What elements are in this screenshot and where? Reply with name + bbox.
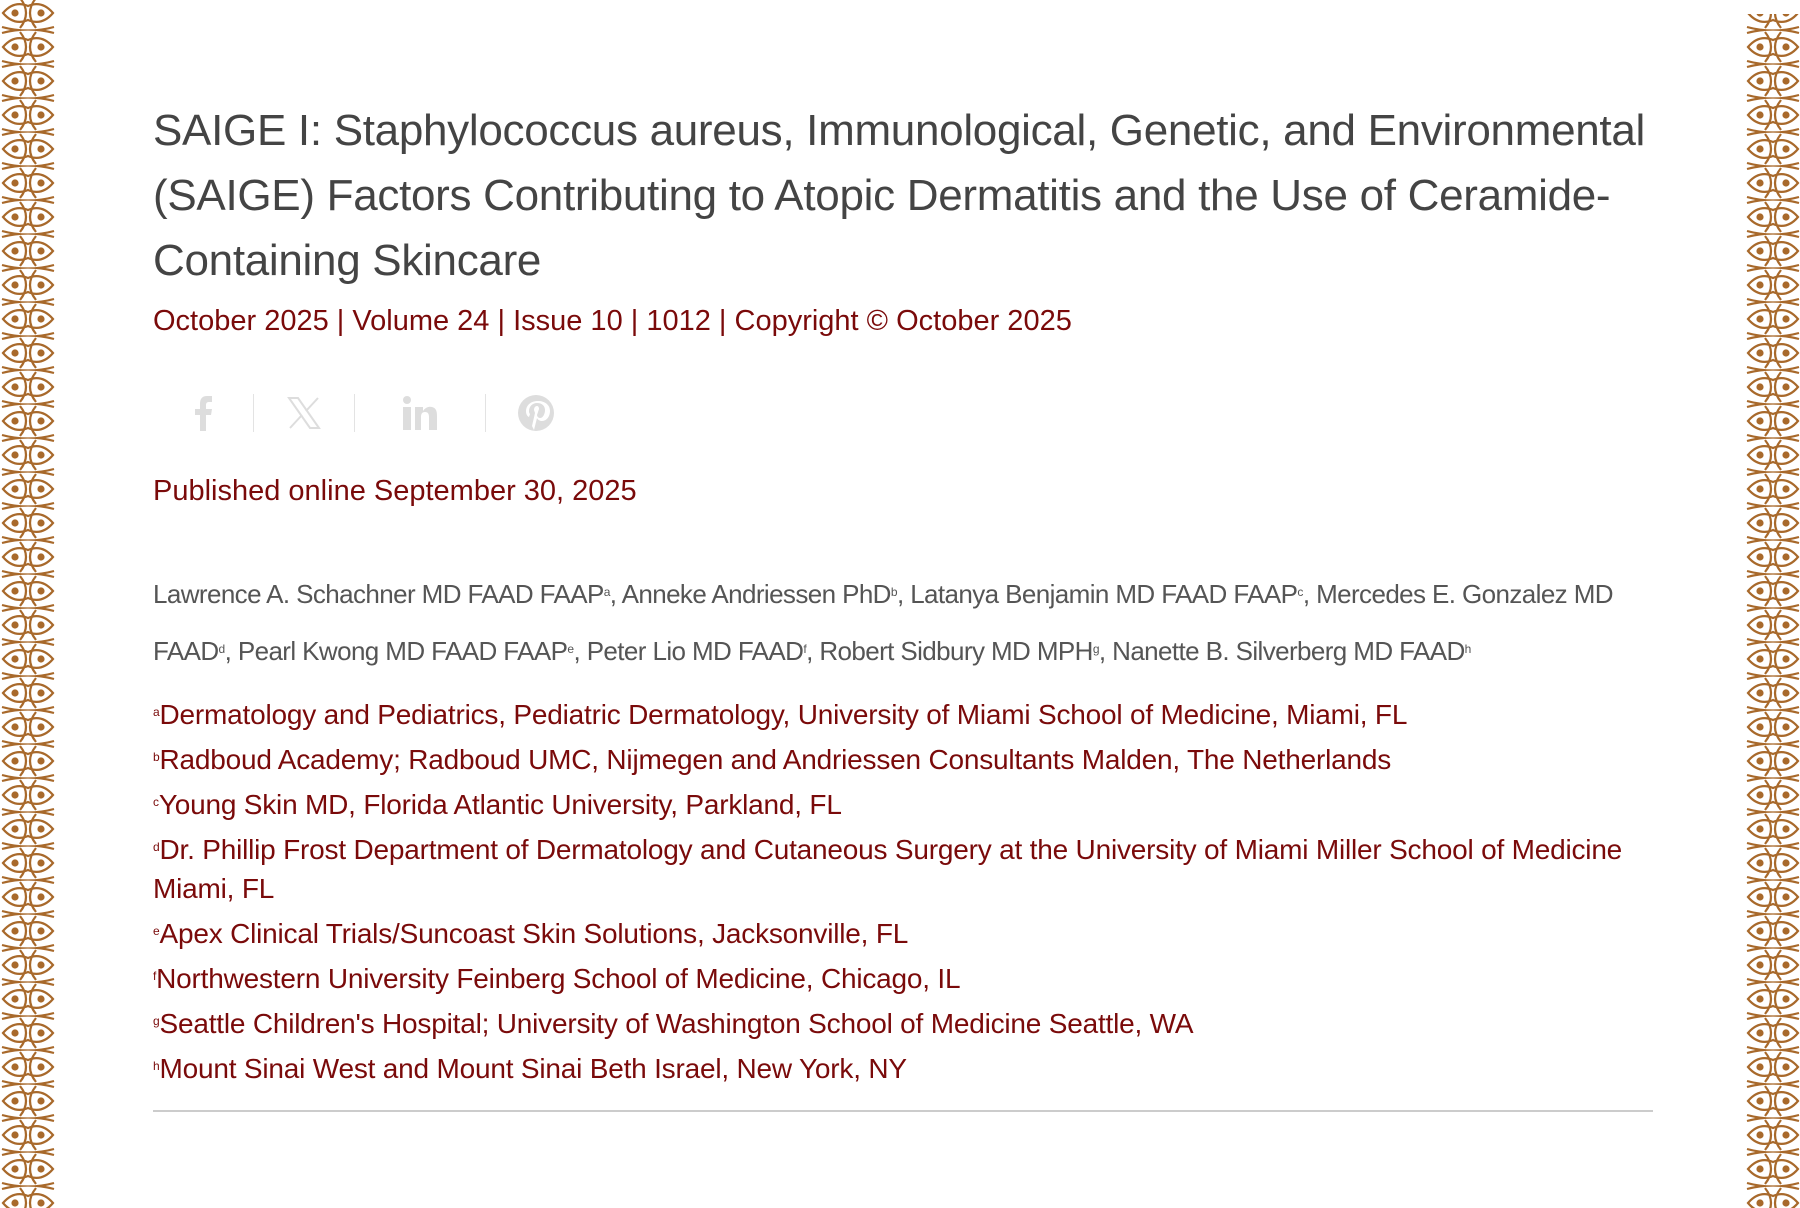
affiliation-text: Young Skin MD, Florida Atlantic University, Parkland, FL: [158, 789, 842, 820]
affiliation: [153, 959, 1653, 998]
affiliation-marker: f: [803, 642, 807, 656]
affiliation-text: Apex Clinical Trials/Suncoast Skin Solutions, Jacksonville, FL: [159, 918, 909, 949]
affiliation-marker: g: [1092, 642, 1099, 656]
affiliation: [153, 695, 1653, 734]
share-facebook-button[interactable]: [153, 390, 253, 436]
affiliation-marker: d: [153, 840, 160, 854]
affiliation-marker: a: [153, 705, 160, 719]
author-name: Robert Sidbury MD MPH: [819, 636, 1093, 666]
author: [819, 636, 1099, 666]
affiliation-marker: b: [153, 750, 160, 764]
affiliation-text: Radboud Academy; Radboud UMC, Nijmegen and Andriessen Consultants Malden, The Netherlands: [159, 744, 1392, 775]
author-name: Pearl Kwong MD FAAD FAAP: [237, 636, 568, 666]
affiliation-marker: h: [153, 1059, 160, 1073]
author-name: Peter Lio MD FAAD: [586, 636, 804, 666]
affiliation-marker: b: [890, 585, 897, 599]
affiliation: [153, 1004, 1653, 1043]
linkedin-icon: [402, 395, 438, 431]
decorative-border-left: [0, 0, 56, 1208]
published-date: Published online September 30, 2025: [153, 475, 637, 507]
author-name: Nanette B. Silverberg MD FAAD: [1112, 636, 1465, 666]
affiliation-marker: c: [1297, 585, 1303, 599]
affiliation: [153, 914, 1653, 953]
affiliation-marker: g: [153, 1014, 160, 1028]
affiliation-list: [153, 695, 1653, 1094]
author: [910, 579, 1303, 609]
section-divider: [153, 1110, 1653, 1112]
decorative-border-right: [1745, 0, 1800, 1208]
affiliation-text: Mount Sinai West and Mount Sinai Beth Israel, New York, NY: [159, 1053, 907, 1084]
author-list: Lawrence A. Schachner MD FAAD FAAP$^a$, Anneke Andriessen PhD$^b$, Latanya Benjamin MD FAAD FAAP$^c$, Mercedes E. Gonzalez MD FAAD$^d$, Pearl Kwong MD FAAD FAAP$^e$, Peter Lio MD FAAD$^f$, Robert Sidbury MD MPH$^g$, Nanette B. Silverberg MD FAAD$^h$: [153, 579, 1613, 666]
author: [153, 579, 610, 609]
x-icon: [287, 396, 321, 430]
affiliation-marker: a: [603, 585, 610, 599]
affiliation-marker: e: [567, 642, 574, 656]
author: [1112, 636, 1471, 666]
author-name: Mercedes E. Gonzalez MD FAAD: [153, 579, 1613, 666]
affiliation-text: Dr. Phillip Frost Department of Dermatology and Cutaneous Surgery at the University of Miami Miller School of Medicine Miami, FL: [153, 834, 1623, 904]
author-name: Lawrence A. Schachner MD FAAD FAAP: [153, 579, 604, 609]
affiliation-marker: h: [1464, 642, 1471, 656]
facebook-icon: [192, 395, 214, 431]
affiliation-text: Northwestern University Feinberg School of Medicine, Chicago, IL: [156, 963, 961, 994]
affiliation: [153, 830, 1653, 908]
affiliation: [153, 1049, 1653, 1088]
affiliation-marker: d: [218, 642, 225, 656]
affiliation-marker: e: [153, 924, 160, 938]
affiliation: [153, 740, 1653, 779]
author-name: Anneke Andriessen PhD: [621, 579, 891, 609]
author: [622, 579, 897, 609]
share-pinterest-button[interactable]: [486, 390, 586, 436]
affiliation: [153, 785, 1653, 824]
affiliation-text: Dermatology and Pediatrics, Pediatric Dermatology, University of Miami School of Medicine, Miami, FL: [159, 699, 1408, 730]
share-bar: [153, 390, 586, 436]
author: [587, 636, 806, 666]
article-title: SAIGE I: Staphylococcus aureus, Immunological, Genetic, and Environmental (SAIGE) Factors Contributing to Atopic Dermatitis and the Use of Ceramide-Containing Skincare: [153, 106, 1645, 285]
share-linkedin-button[interactable]: [355, 390, 485, 436]
share-x-button[interactable]: [254, 390, 354, 436]
author-name: Latanya Benjamin MD FAAD FAAP: [910, 579, 1298, 609]
pinterest-icon: [517, 394, 555, 432]
affiliation-text: Seattle Children's Hospital; University of Washington School of Medicine Seattle, WA: [159, 1008, 1194, 1039]
issue-info: October 2025 | Volume 24 | Issue 10 | 1012 | Copyright © October 2025: [153, 305, 1072, 337]
affiliation-marker: c: [153, 795, 159, 809]
affiliation-marker: f: [153, 969, 157, 983]
author: [238, 636, 574, 666]
